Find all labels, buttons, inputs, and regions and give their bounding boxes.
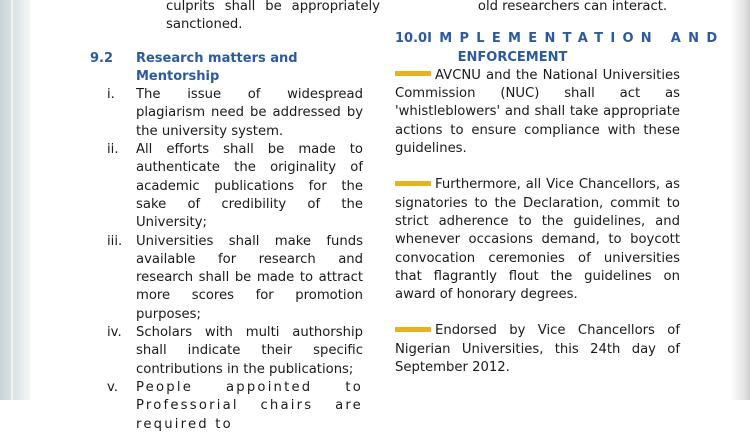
list-item-number: v. [107, 379, 118, 395]
list-item-text: People appointed to Professorial chairs are required to [136, 379, 363, 432]
continuation-text: culprits shall be appropriately sanctioned. [166, 0, 380, 33]
left-column [90, 0, 380, 434]
paragraph-text: Furthermore, all Vice Chancellors, as signatories to the Declaration, commit to strict adherence to the guidelines, and whenever occasions demand, to boycott convocation ceremonies of universities that flagrantly flout the guidelines on award of honorary degrees. [395, 177, 680, 303]
list-item-number: iii. [107, 233, 123, 249]
list-item-number: ii. [107, 142, 119, 158]
section-number: 10.0 [395, 31, 428, 47]
section-title: Research matters and Mentorship [135, 50, 298, 84]
list-item-number: iv. [107, 325, 122, 341]
list-item [90, 379, 380, 434]
list-item-text: Universities shall make funds available for research and research shall be made to attract more scores for promotion purposes; [136, 233, 363, 322]
bullet-bar-icon [395, 181, 431, 186]
section-number: 9.2 [90, 50, 114, 66]
bullet-bar-icon [395, 71, 431, 76]
list-item-number: i. [107, 87, 115, 103]
paragraph-text: Endorsed by Vice Chancellors of Nigerian Universities, this 24th day of September 2012. [395, 323, 680, 376]
page-edge-strip [0, 0, 30, 400]
list-item [90, 86, 380, 141]
continuation-text: old researchers can interact. [477, 0, 668, 14]
binding-shadow [730, 0, 750, 400]
bullet-bar-icon [395, 327, 431, 332]
list-item [90, 324, 380, 379]
list-item-text: Scholars with multi authorship shall indicate their specific contributions in the publications; [136, 325, 363, 377]
list-item-text: All efforts shall be made to authenticate the originality of academic publications for the sake of credibility of the University; [136, 142, 363, 231]
paragraph-text: AVCNU and the National Universities Commission (NUC) shall act as 'whistleblowers' and shall take appropriate actions to ensure compliance with these guidelines. [395, 67, 680, 157]
right-column [395, 0, 725, 377]
list-item [90, 233, 380, 324]
paragraph [395, 67, 680, 158]
section-heading [395, 30, 725, 67]
paragraph [395, 176, 680, 304]
paragraph [395, 322, 680, 377]
list-item-text: The issue of widespread plagiarism need be addressed by the university system. [136, 87, 363, 139]
research-list [90, 86, 380, 434]
section-title: IMPLEMENTATION AND [427, 31, 725, 47]
section-heading [90, 50, 380, 87]
section-title-line2: ENFORCEMENT [457, 49, 568, 65]
list-item [90, 141, 380, 232]
